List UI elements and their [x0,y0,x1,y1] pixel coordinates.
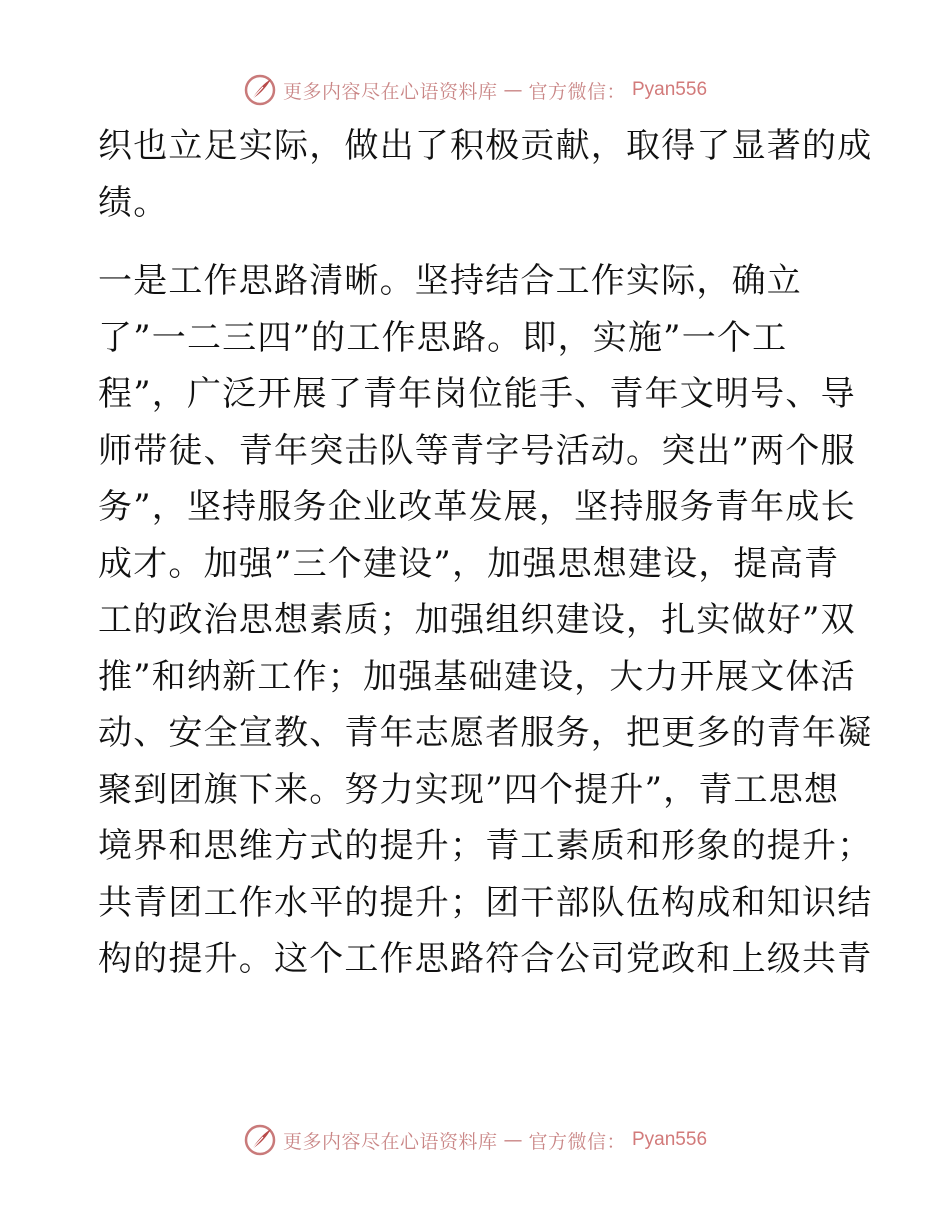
watermark-separator: — [503,1129,523,1151]
watermark-wechat-label: 官方微信： [528,80,626,103]
watermark-wechat-id: Pyan556 [632,1129,708,1150]
text-line: 务”，坚持服务企业改革发展，坚持服务青年成长 [98,487,856,527]
text-line: 了”一二三四”的工作思路。即，实施”一个工 [98,317,788,358]
footer-watermark [0,1120,950,1160]
watermark-brand-text: 更多内容尽在心语资料库 [282,80,498,103]
paragraph-1 [98,118,873,231]
text-line: 动、安全宣教、青年志愿者服务，把更多的青年凝 [98,713,873,753]
text-line: 工的政治思想素质；加强组织建设，扎实做好”双 [98,600,856,640]
text-line: 师带徒、青年突击队等青字号活动。突出”两个服 [98,430,856,471]
watermark-wechat-id: Pyan556 [632,79,708,100]
watermark-separator: — [503,79,523,101]
watermark-brand-text: 更多内容尽在心语资料库 [282,1130,498,1153]
text-line: 织也立足实际，做出了积极贡献，取得了显著的成 [98,126,873,166]
text-line: 程”，广泛开展了青年岗位能手、青年文明号、导 [98,374,856,414]
text-line: 共青团工作水平的提升；团干部队伍构成和知识结 [98,882,873,923]
text-line: 构的提升。这个工作思路符合公司党政和上级共青 [98,939,873,979]
header-watermark [0,70,950,110]
feather-quill-icon [243,73,277,107]
feather-quill-icon [243,1123,277,1157]
paragraph-2 [98,253,873,988]
text-line: 成才。加强”三个建设”，加强思想建设，提高青 [98,543,840,584]
text-line: 推”和纳新工作；加强基础建设，大力开展文体活 [98,656,856,697]
text-line: 绩。 [98,182,169,223]
document-body [98,118,873,988]
text-line: 聚到团旗下来。努力实现”四个提升”，青工思想 [98,769,840,810]
watermark-wechat-label: 官方微信： [528,1130,626,1153]
paragraph-gap [98,231,858,253]
text-line: 境界和思维方式的提升；青工素质和形象的提升； [98,826,873,866]
text-line: 一是工作思路清晰。坚持结合工作实际，确立 [98,261,802,301]
